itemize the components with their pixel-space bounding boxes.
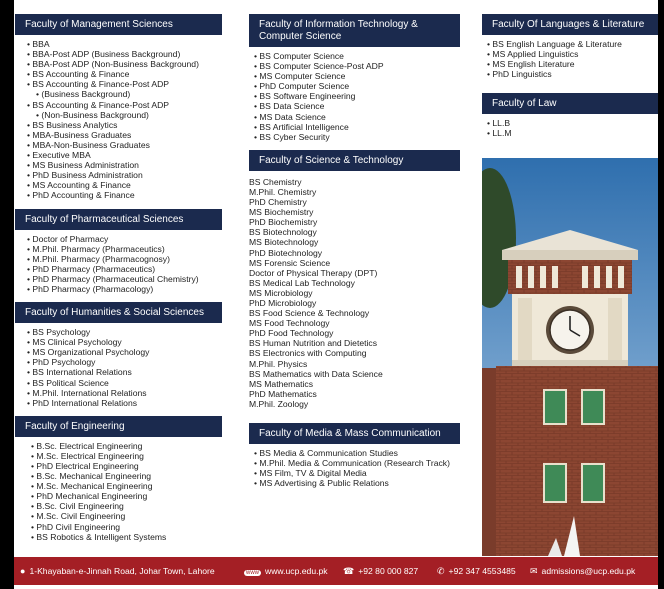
list-item: • MS Computer Science — [254, 71, 460, 81]
mail-icon: ✉ — [530, 566, 538, 576]
section-pharmaceutical — [15, 209, 222, 295]
footer-whatsapp[interactable] — [437, 566, 516, 577]
phone-icon: ☎ — [343, 566, 355, 576]
program-list — [15, 230, 222, 295]
section-title: Faculty of Management Sciences — [15, 14, 222, 35]
list-item: • B.Sc. Mechanical Engineering — [31, 471, 222, 481]
list-item: • PhD Mechanical Engineering — [31, 491, 222, 501]
section-title: Faculty Of Languages & Literature — [482, 14, 658, 35]
list-item: BS Mathematics with Data Science — [249, 368, 383, 379]
list-item: • (Business Background) — [27, 89, 222, 99]
section-title: Faculty of Pharmaceutical Sciences — [15, 209, 222, 230]
list-item: • BS Computer Science — [254, 51, 460, 61]
list-item: • BS Accounting & Finance — [27, 69, 222, 79]
list-item: • PhD Accounting & Finance — [27, 190, 222, 200]
whatsapp-number[interactable]: +92 347 4553485 — [448, 566, 516, 576]
footer-contact-bar — [14, 557, 658, 585]
program-list — [15, 35, 222, 201]
footer-website[interactable] — [244, 566, 328, 576]
section-languages — [482, 14, 658, 79]
list-item: • M.Sc. Electrical Engineering — [31, 451, 222, 461]
footer-email[interactable] — [530, 566, 635, 577]
column-3 — [482, 14, 658, 147]
list-item: • BS Software Engineering — [254, 91, 460, 101]
list-item: • BS Media & Communication Studies — [254, 448, 460, 458]
list-item: • MS Advertising & Public Relations — [254, 478, 460, 488]
footer-address — [20, 566, 215, 576]
list-item: • BS International Relations — [27, 367, 222, 377]
section-title: Faculty of Humanities & Social Sciences — [15, 302, 222, 323]
list-item: • PhD Linguistics — [487, 69, 658, 79]
clock-tower-photo — [482, 158, 658, 556]
list-item: • M.Phil. Pharmacy (Pharmacognosy) — [27, 254, 222, 264]
address-text: 1-Khayaban-e-Jinnah Road, Johar Town, Lahore — [29, 566, 215, 576]
list-item: • MS English Literature — [487, 59, 658, 69]
list-item: • Executive MBA — [27, 150, 222, 160]
program-list — [15, 323, 222, 408]
list-item: BS Food Science & Technology — [249, 308, 370, 319]
list-item: • MS Accounting & Finance — [27, 180, 222, 190]
list-item: • BS Business Analytics — [27, 120, 222, 130]
list-item: • BS Cyber Security — [254, 132, 460, 142]
section-title: Faculty of Science & Technology — [249, 150, 460, 171]
list-item: • MS Film, TV & Digital Media — [254, 468, 460, 478]
list-item: • PhD Pharmacy (Pharmacology) — [27, 284, 222, 294]
section-law — [482, 93, 658, 138]
brochure-page — [14, 0, 658, 589]
program-list — [249, 47, 460, 142]
list-item: BS Human Nutrition and Dietetics — [249, 338, 378, 349]
list-item: PhD Mathematics — [249, 388, 317, 399]
list-item: • MBA-Business Graduates — [27, 130, 222, 140]
list-item: • MS Applied Linguistics — [487, 49, 658, 59]
list-item: • M.Sc. Civil Engineering — [31, 511, 222, 521]
list-item: • LL.B — [487, 118, 658, 128]
list-item: • PhD Pharmacy (Pharmaceutical Chemistry) — [27, 274, 222, 284]
list-item: • PhD Psychology — [27, 357, 222, 367]
list-item: • MS Data Science — [254, 112, 460, 122]
list-item: • PhD Business Administration — [27, 170, 222, 180]
list-item: • B.Sc. Civil Engineering — [31, 501, 222, 511]
list-item: • MBA-Non-Business Graduates — [27, 140, 222, 150]
section-title: Faculty of Engineering — [15, 416, 222, 437]
list-item: BS Electronics with Computing — [249, 348, 367, 359]
list-item: • Doctor of Pharmacy — [27, 234, 222, 244]
list-item: • B.Sc. Electrical Engineering — [31, 441, 222, 451]
whatsapp-icon: ✆ — [437, 566, 445, 576]
website-link[interactable]: www.ucp.edu.pk — [265, 566, 328, 576]
list-item: • MS Organizational Psychology — [27, 347, 222, 357]
list-item: • BBA — [27, 39, 222, 49]
clock-tower-illustration — [482, 158, 658, 556]
list-item: • M.Phil. International Relations — [27, 388, 222, 398]
list-item: • M.Phil. Media & Communication (Research Track) — [254, 458, 460, 468]
list-item: • PhD Pharmacy (Pharmaceutics) — [27, 264, 222, 274]
list-item: BS Biotechnology — [249, 227, 317, 238]
list-item: • M.Sc. Mechanical Engineering — [31, 481, 222, 491]
list-item: • PhD Electrical Engineering — [31, 461, 222, 471]
program-list — [482, 114, 658, 138]
list-item: • PhD Civil Engineering — [31, 522, 222, 532]
list-item: • (Non-Business Background) — [27, 110, 222, 120]
section-title: Faculty of Media & Mass Communication — [249, 423, 460, 444]
globe-icon: www — [246, 570, 259, 576]
list-item: • MS Clinical Psychology — [27, 337, 222, 347]
section-management — [15, 14, 222, 201]
email-link[interactable]: admissions@ucp.edu.pk — [541, 566, 636, 576]
list-item: MS Food Technology — [249, 318, 330, 329]
section-media — [249, 423, 460, 488]
list-item: PhD Food Technology — [249, 328, 334, 339]
list-item: BS Chemistry — [249, 176, 302, 187]
section-it-cs — [249, 14, 460, 142]
list-item: MS Microbiology — [249, 287, 313, 298]
list-item: • MS Business Administration — [27, 160, 222, 170]
list-item: M.Phil. Zoology — [249, 398, 309, 409]
program-list — [15, 437, 222, 542]
list-item: MS Mathematics — [249, 378, 313, 389]
list-item: PhD Chemistry — [249, 197, 307, 208]
section-humanities — [15, 302, 222, 408]
list-item: MS Forensic Science — [249, 257, 331, 268]
program-list — [249, 171, 460, 409]
section-engineering — [15, 416, 222, 542]
list-item: • BBA-Post ADP (Business Background) — [27, 49, 222, 59]
list-item: BS Medical Lab Technology — [249, 277, 355, 288]
list-item: MS Biochemistry — [249, 207, 314, 218]
column-1 — [15, 14, 222, 550]
program-list — [249, 444, 460, 488]
list-item: • M.Phil. Pharmacy (Pharmaceutics) — [27, 244, 222, 254]
list-item: PhD Microbiology — [249, 297, 317, 308]
list-item: • PhD Computer Science — [254, 81, 460, 91]
list-item: • PhD International Relations — [27, 398, 222, 408]
phone-number[interactable]: +92 80 000 827 — [358, 566, 419, 576]
list-item: • BS English Language & Literature — [487, 39, 658, 49]
list-item: • BS Political Science — [27, 378, 222, 388]
list-item: M.Phil. Physics — [249, 358, 308, 369]
list-item: • BS Computer Science-Post ADP — [254, 61, 460, 71]
list-item: MS Biotechnology — [249, 237, 319, 248]
section-science-tech — [249, 150, 460, 409]
section-title: Faculty of Information Technology & Computer Science — [249, 14, 460, 47]
location-pin-icon: ● — [20, 566, 26, 576]
list-item: • BS Robotics & Intelligent Systems — [31, 532, 222, 542]
footer-phone[interactable] — [343, 566, 418, 577]
list-item: PhD Biochemistry — [249, 217, 318, 228]
list-item: • BS Accounting & Finance-Post ADP — [27, 79, 222, 89]
program-list — [482, 35, 658, 79]
section-title: Faculty of Law — [482, 93, 658, 114]
list-item: PhD Biotechnology — [249, 247, 323, 258]
list-item: M.Phil. Chemistry — [249, 186, 317, 197]
list-item: • BS Accounting & Finance-Post ADP — [27, 100, 222, 110]
list-item: • BS Data Science — [254, 101, 460, 111]
list-item: Doctor of Physical Therapy (DPT) — [249, 267, 378, 278]
list-item: • BS Artificial Intelligence — [254, 122, 460, 132]
list-item: • LL.M — [487, 128, 658, 138]
column-2 — [249, 14, 460, 496]
list-item: • BBA-Post ADP (Non-Business Background) — [27, 59, 222, 69]
list-item: • BS Psychology — [27, 327, 222, 337]
